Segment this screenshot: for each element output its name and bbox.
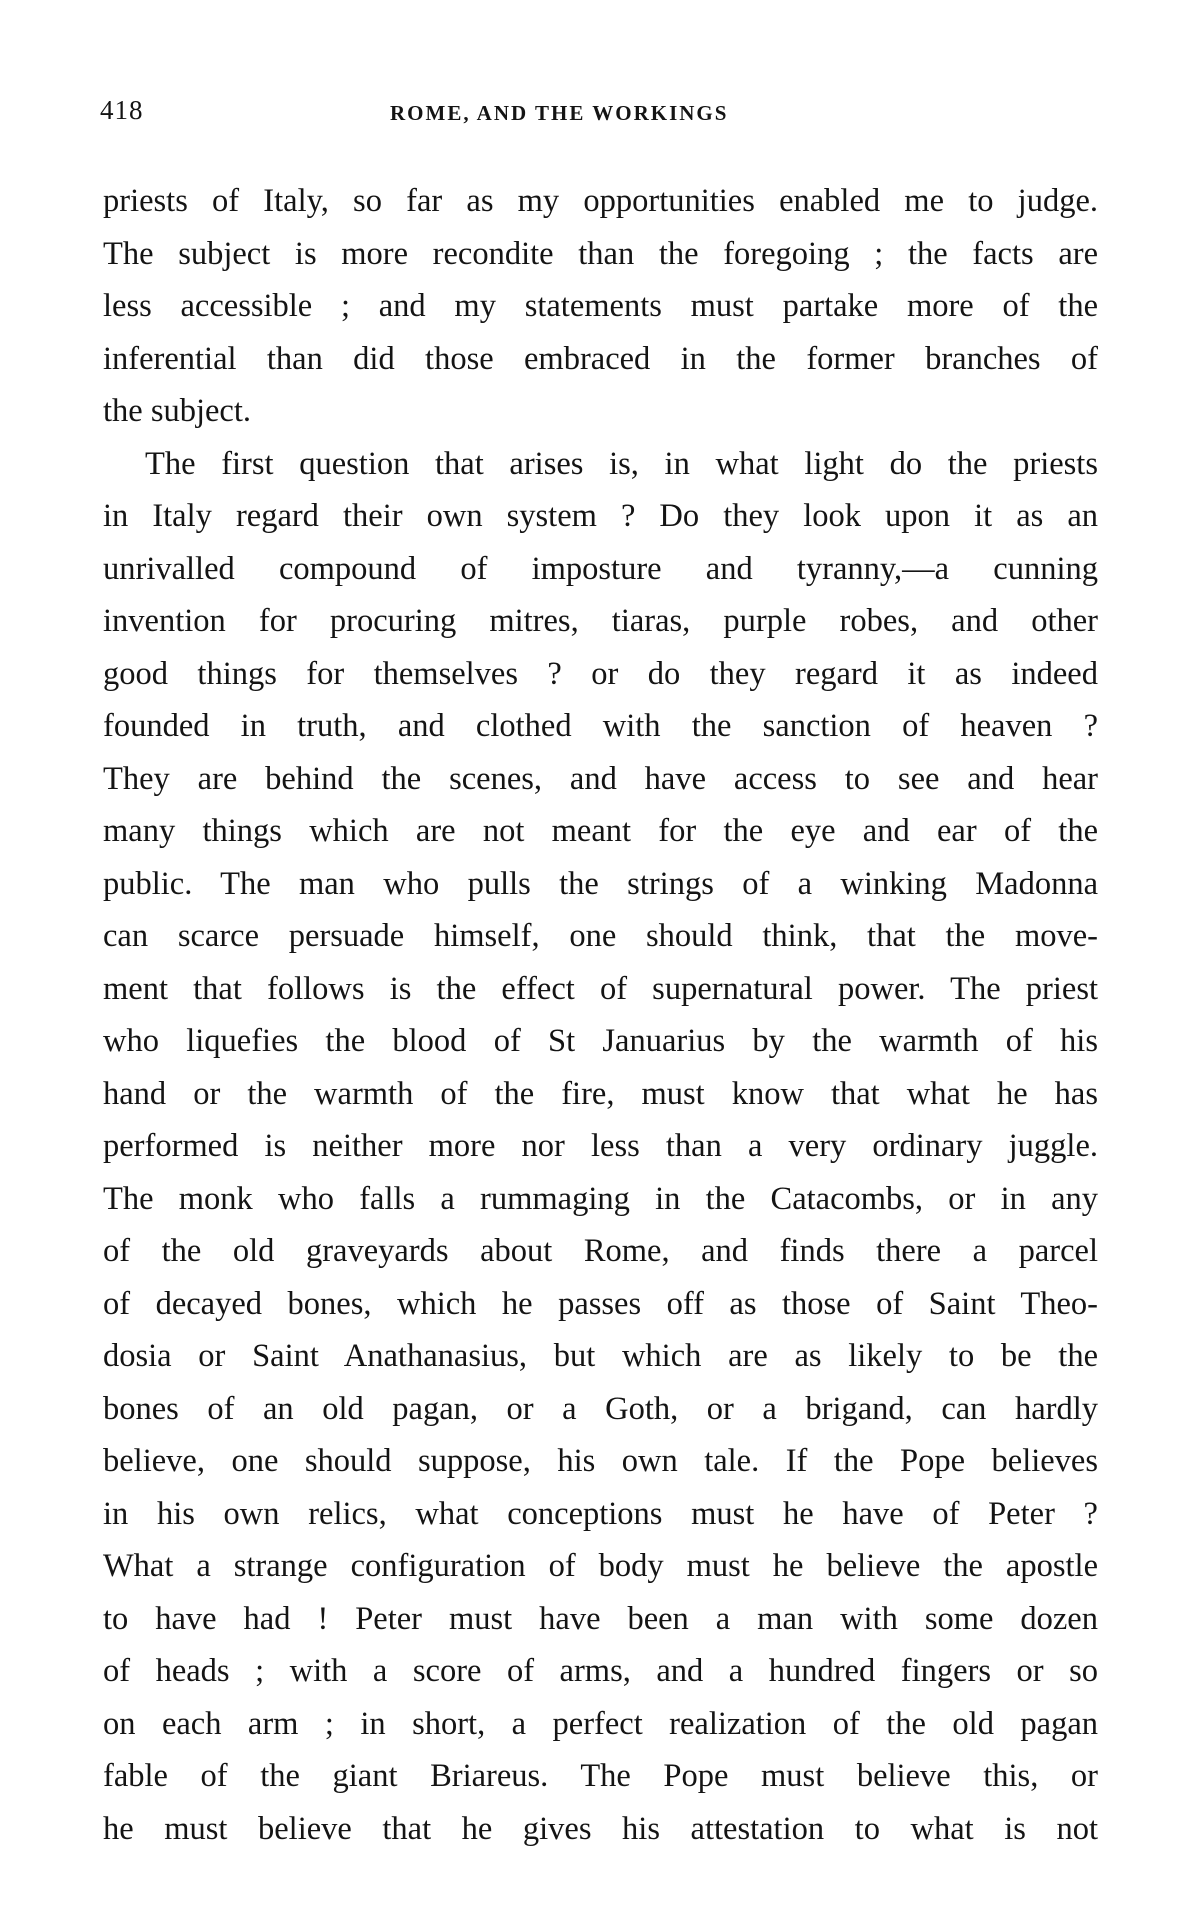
text-line: The subject is more recondite than the foregoing ; the facts are <box>103 235 1098 272</box>
text-line: who liquefies the blood of St Januarius by the warmth of his <box>103 1023 1098 1059</box>
text-line: of decayed bones, which he passes off as those of Saint Theo- <box>103 1285 1098 1322</box>
text-line: fable of the giant Briareus. The Pope must believe this, or <box>103 1758 1098 1794</box>
text-line: can scarce persuade himself, one should think, that the move- <box>103 918 1098 954</box>
text-line: invention for procuring mitres, tiaras, purple robes, and other <box>103 603 1098 639</box>
page-header <box>0 95 1191 135</box>
text-line: to have had ! Peter must have been a man with some dozen <box>103 1600 1098 1637</box>
text-line: inferential than did those embraced in the former branches of <box>103 340 1098 377</box>
text-line: unrivalled compound of imposture and tyranny,—a cunning <box>103 550 1098 587</box>
text-line: performed is neither more nor less than a very ordinary juggle. <box>103 1128 1098 1164</box>
text-line: of the old graveyards about Rome, and finds there a parcel <box>103 1233 1098 1269</box>
text-line: believe, one should suppose, his own tale. If the Pope believes <box>103 1443 1098 1479</box>
text-line: good things for themselves ? or do they regard it as indeed <box>103 655 1098 692</box>
text-line: in his own relics, what conceptions must he have of Peter ? <box>103 1495 1098 1532</box>
text-line: The monk who falls a rummaging in the Catacombs, or in any <box>103 1180 1098 1217</box>
text-line: founded in truth, and clothed with the sanction of heaven ? <box>103 708 1098 744</box>
body-text <box>103 175 1098 1855</box>
text-line: ment that follows is the effect of supernatural power. The priest <box>103 970 1098 1007</box>
text-line: he must believe that he gives his attestation to what is not <box>103 1810 1098 1847</box>
text-line: priests of Italy, so far as my opportunities enabled me to judge. <box>103 183 1098 219</box>
text-line: in Italy regard their own system ? Do they look upon it as an <box>103 498 1098 534</box>
text-line: hand or the warmth of the fire, must know that what he has <box>103 1075 1098 1112</box>
text-line: public. The man who pulls the strings of a winking Madonna <box>103 865 1098 902</box>
page-number: 418 <box>100 95 144 125</box>
text-line: dosia or Saint Anathanasius, but which are as likely to be the <box>103 1338 1098 1374</box>
text-line: the subject. <box>103 393 252 429</box>
text-line: They are behind the scenes, and have access to see and hear <box>103 760 1098 797</box>
text-line: What a strange configuration of body must he believe the apostle <box>103 1548 1098 1584</box>
text-line: of heads ; with a score of arms, and a hundred fingers or so <box>103 1653 1098 1689</box>
text-line: less accessible ; and my statements must partake more of the <box>103 288 1098 324</box>
text-line: on each arm ; in short, a perfect realization of the old pagan <box>103 1705 1098 1742</box>
text-line: bones of an old pagan, or a Goth, or a brigand, can hardly <box>103 1390 1098 1427</box>
paragraph-start-line: The first question that arises is, in what light do the priests <box>145 445 1098 482</box>
running-head: ROME, AND THE WORKINGS <box>390 101 729 125</box>
text-line: many things which are not meant for the eye and ear of the <box>103 813 1098 849</box>
